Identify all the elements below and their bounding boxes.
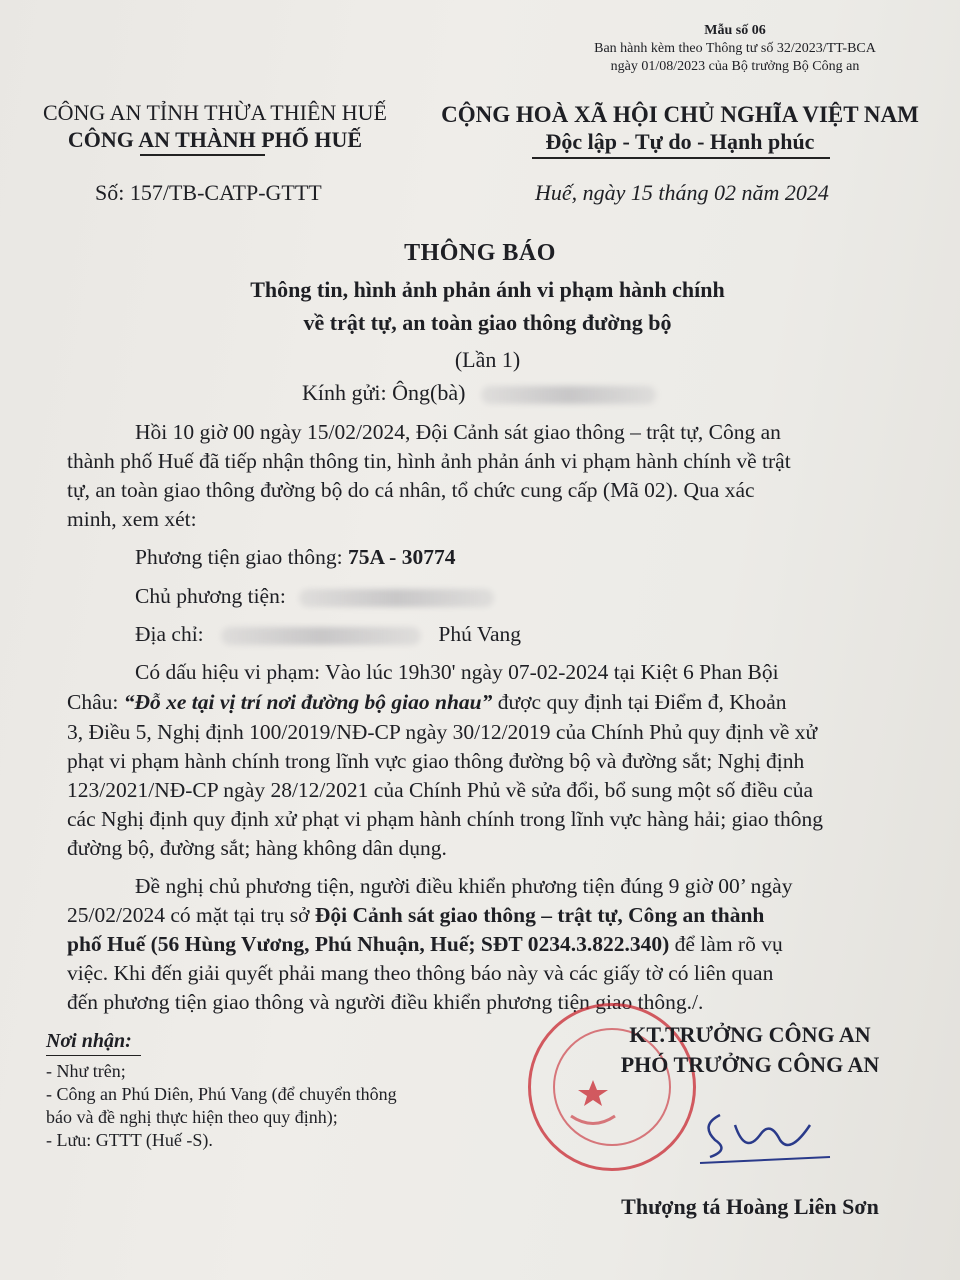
body-p1-line-2: thành phố Huế đã tiếp nhận thông tin, hình ảnh phản ánh vi phạm hành chính về trật (67, 449, 791, 473)
recipient-line (302, 380, 656, 406)
violation-line-1: Có dấu hiệu vi phạm: Vào lúc 19h30' ngày 07-02-2024 tại Kiệt 6 Phan Bội (135, 660, 779, 684)
request-line-3b: để làm rõ vụ (669, 932, 783, 956)
violation-line-2c: được quy định tại Điểm đ, Khoản (492, 690, 787, 714)
redacted-address (221, 627, 421, 645)
request-line-5: đến phương tiện giao thông và người điều khiển phương tiện giao thông./. (67, 990, 704, 1014)
signature-title-2: PHÓ TRƯỞNG CÔNG AN (620, 1052, 880, 1077)
form-issued-with: Ban hành kèm theo Thông tư số 32/2023/TT-BCA (594, 41, 876, 56)
body-p1-line-4: minh, xem xét: (67, 507, 197, 531)
body-p1-line-3: tự, an toàn giao thông đường bộ do cá nhân, tổ chức cung cấp (Mã 02). Qua xác (67, 478, 755, 502)
owner-label: Chủ phương tiện: (135, 584, 286, 608)
violation-act: “Đỗ xe tại vị trí nơi đường bộ giao nhau” (123, 690, 493, 714)
recipient-item-2a: - Công an Phú Diên, Phú Vang (để chuyển thông (46, 1084, 397, 1104)
owner-line (135, 584, 494, 609)
recipient-item-2b: báo và đề nghị thực hiện theo quy định); (46, 1107, 338, 1127)
form-header (560, 22, 910, 76)
redacted-owner (299, 589, 494, 607)
violation-line-3: 3, Điều 5, Nghị định 100/2019/NĐ-CP ngày 30/12/2019 của Chính Phủ quy định về xử (67, 720, 818, 744)
address-tail: Phú Vang (438, 622, 522, 646)
agency-name: CÔNG AN THÀNH PHỐ HUẾ (67, 127, 363, 152)
violation-line-4: phạt vi phạm hành chính trong lĩnh vực giao thông đường bộ và đường sắt; Nghị định (67, 749, 805, 773)
recipient-item-3: - Lưu: GTTT (Huế -S). (46, 1130, 213, 1150)
document-number: Số: 157/TB-CATP-GTTT (95, 180, 322, 205)
signer-name: Thượng tá Hoàng Liên Sơn (621, 1194, 879, 1219)
request-line-1: Đề nghị chủ phương tiện, người điều khiển phương tiện đúng 9 giờ 00’ ngày (135, 874, 793, 898)
address-label: Địa chỉ: (135, 622, 204, 646)
request-office: Đội Cảnh sát giao thông – trật tự, Công an thành (314, 903, 765, 927)
nation-motto: Độc lập - Tự do - Hạnh phúc (545, 129, 815, 154)
document-subtitle-1: Thông tin, hình ảnh phản ánh vi phạm hành chính (250, 277, 725, 302)
document-subtitle-2: về trật tự, an toàn giao thông đường bộ (303, 310, 672, 335)
form-issued-date: ngày 01/08/2023 của Bộ trưởng Bộ Công an (610, 59, 860, 74)
violation-line-2 (67, 690, 787, 715)
nation-name: CỘNG HOÀ XÃ HỘI CHỦ NGHĨA VIỆT NAM (441, 102, 919, 127)
agency-underline (140, 154, 265, 156)
vehicle-label: Phương tiện giao thông: (135, 545, 348, 569)
handwritten-signature-icon (690, 1095, 840, 1170)
notice-times: (Lần 1) (454, 347, 521, 372)
recipient-item-1: - Như trên; (46, 1061, 126, 1081)
agency-parent: CÔNG AN TỈNH THỪA THIÊN HUẾ (42, 100, 387, 125)
form-number: Mẫu số 06 (704, 23, 766, 38)
violation-line-7: đường bộ, đường sắt; hàng không dân dụng. (67, 836, 447, 860)
violation-line-5: 123/2021/NĐ-CP ngày 28/12/2021 của Chính Phủ về sửa đổi, bổ sung một số điều của (67, 778, 813, 802)
vehicle-line (135, 545, 455, 570)
signature-title-1: KT.TRƯỞNG CÔNG AN (629, 1022, 871, 1047)
request-address: phố Huế (56 Hùng Vương, Phú Nhuận, Huế; SĐT 0234.3.822.340) (67, 932, 670, 956)
recipients-heading: Nơi nhận: (46, 1030, 132, 1052)
request-line-2 (67, 903, 764, 928)
request-line-2a: 25/02/2024 có mặt tại trụ sở (67, 903, 315, 927)
motto-underline (532, 157, 830, 159)
request-line-3 (67, 932, 783, 957)
redacted-name (481, 386, 656, 404)
violation-line-6: các Nghị định quy định xử phạt vi phạm hành chính trong lĩnh vực hàng hải; giao thông (67, 807, 823, 831)
recipient-label: Kính gửi: Ông(bà) (302, 380, 466, 405)
violation-line-2a: Châu: (67, 690, 124, 714)
body-p1-line-1: Hồi 10 giờ 00 ngày 15/02/2024, Đội Cảnh sát giao thông – trật tự, Công an (135, 420, 781, 444)
vehicle-plate: 75A - 30774 (347, 545, 456, 569)
recipients-underline (46, 1055, 141, 1056)
address-line (135, 622, 521, 647)
request-line-4: việc. Khi đến giải quyết phải mang theo thông báo này và các giấy tờ có liên quan (67, 961, 774, 985)
place-date: Huế, ngày 15 tháng 02 năm 2024 (535, 180, 829, 205)
document-title: THÔNG BÁO (404, 240, 556, 266)
